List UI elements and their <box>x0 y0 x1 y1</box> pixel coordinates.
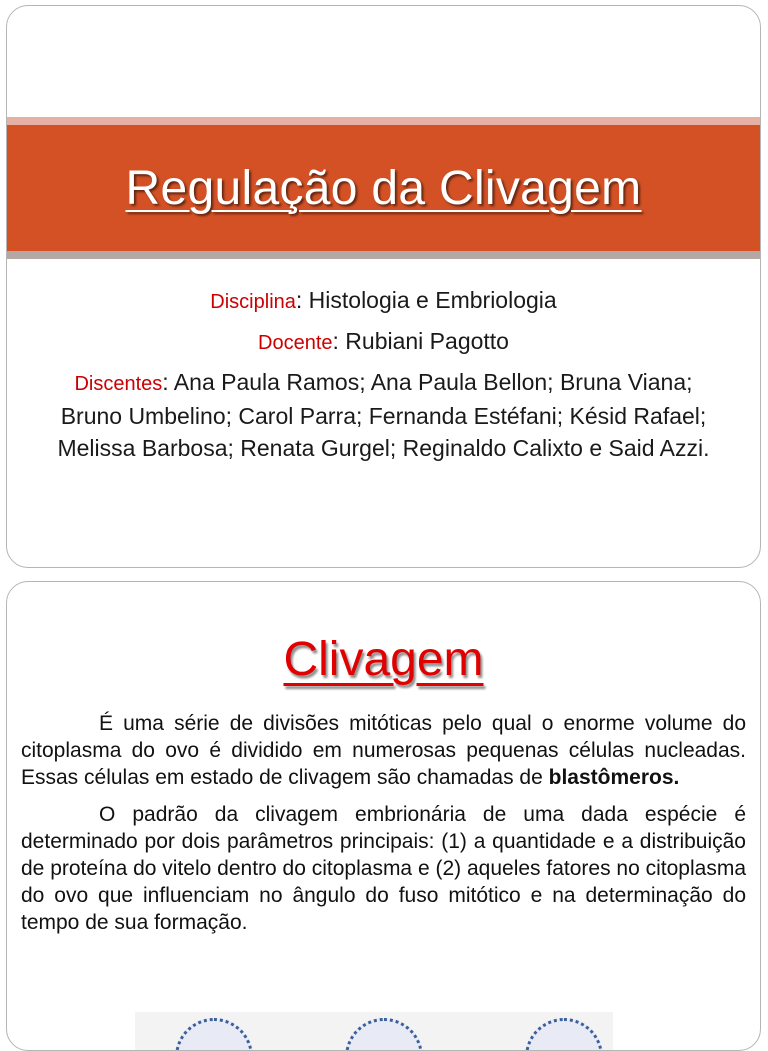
paragraph-1 <box>21 710 746 791</box>
body-text <box>21 710 746 946</box>
embryo-cell-image <box>175 1018 253 1051</box>
students-line <box>47 366 720 464</box>
discipline-label: Disciplina <box>210 291 296 313</box>
teacher-value: : Rubiani Pagotto <box>332 328 509 354</box>
slide-title: Regulação da Clivagem <box>125 161 642 215</box>
embryo-cell-image <box>345 1018 423 1051</box>
course-info <box>47 284 720 471</box>
content-slide <box>6 581 761 1051</box>
students-value: : Ana Paula Ramos; Ana Paula Bellon; Bruna Viana; Bruno Umbelino; Carol Parra; Fernanda Estéfani; Késid Rafael; Melissa Barbosa; Renata Gurgel; Reginaldo Calixto e Said Azzi. <box>57 369 710 461</box>
discipline-value: : Histologia e Embriologia <box>295 287 557 313</box>
title-band <box>7 125 760 251</box>
embryo-cell-image <box>525 1018 603 1051</box>
teacher-line <box>47 325 720 359</box>
paragraph-1-bold-term: blastômeros. <box>548 766 680 789</box>
paragraph-1-text: É uma série de divisões mitóticas pelo qual o enorme volume do citoplasma do ovo é dividido em numerosas pequenas células nucleadas. Essas células em estado de clivagem são chamadas de <box>21 712 746 789</box>
title-band-bottom-stripe <box>7 251 760 259</box>
teacher-label: Docente <box>258 332 333 354</box>
paragraph-2: O padrão da clivagem embrionária de uma dada espécie é determinado por dois parâmetros principais: (1) a quantidade e a distribuição de proteína do vitelo dentro do citoplasma e (2) aqueles fatores no citoplasma do ovo que influenciam no ângulo do fuso mitótico e na determinação do tempo de sua formação. <box>21 803 746 934</box>
discipline-line <box>47 284 720 318</box>
title-slide <box>6 5 761 568</box>
students-label: Discentes <box>74 373 163 395</box>
section-title: Clivagem <box>283 633 484 686</box>
cleavage-illustration <box>135 1012 613 1051</box>
title-band-top-stripe <box>7 117 760 125</box>
